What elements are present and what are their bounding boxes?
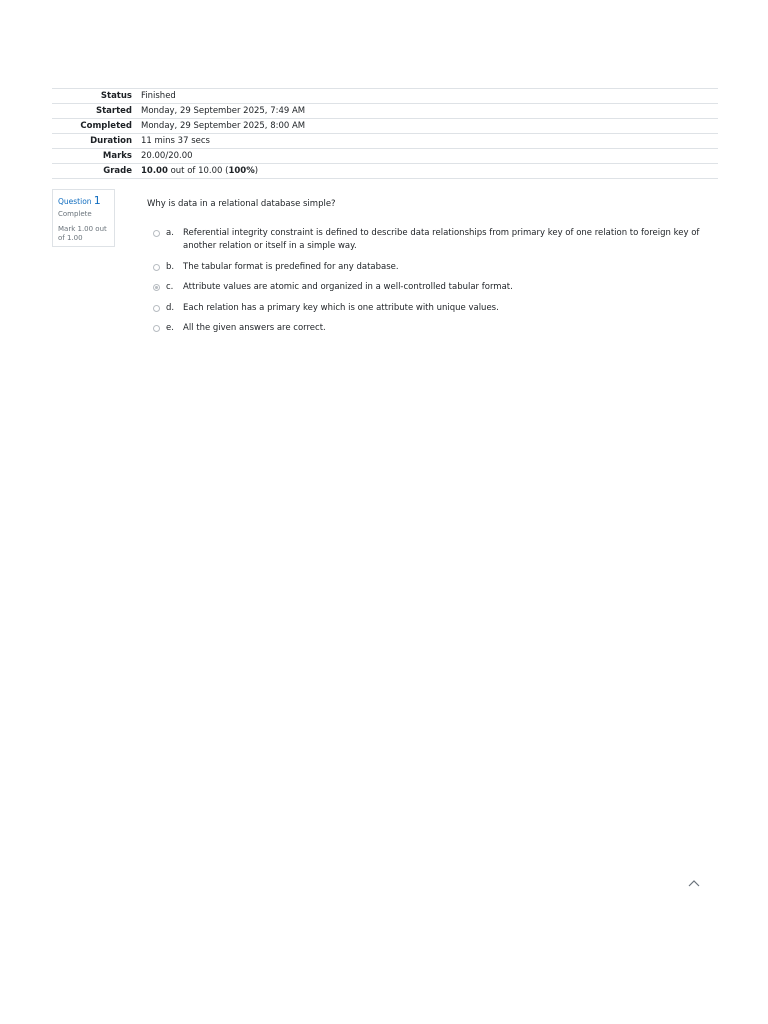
answer-option-c — [153, 281, 713, 294]
summary-label: Marks — [52, 149, 141, 164]
question-state: Complete — [58, 210, 92, 219]
summary-row-marks — [52, 149, 718, 164]
answer-option-e — [153, 322, 713, 335]
summary-value: 20.00/20.00 — [141, 149, 718, 164]
answer-option-d — [153, 302, 713, 315]
answer-option-b — [153, 261, 713, 274]
question-text: Why is data in a relational database simple? — [147, 199, 336, 209]
summary-row-status — [52, 89, 718, 104]
chevron-up-icon — [686, 877, 702, 889]
summary-value: Finished — [141, 89, 718, 104]
back-to-top-button[interactable] — [686, 874, 702, 886]
answer-text: Each relation has a primary key which is one attribute with unique values. — [183, 302, 499, 313]
summary-row-duration — [52, 134, 718, 149]
radio-icon[interactable] — [153, 284, 160, 291]
summary-value — [141, 164, 718, 179]
grade-close: ) — [254, 166, 259, 176]
answer-letter: a. — [166, 228, 174, 238]
summary-row-grade — [52, 164, 718, 179]
radio-icon[interactable] — [153, 305, 160, 312]
answer-text: The tabular format is predefined for any database. — [183, 261, 399, 272]
answer-text: Attribute values are atomic and organized in a well-controlled tabular format. — [183, 282, 513, 292]
grade-out-of: out of 10.00 ( — [167, 166, 229, 176]
answer-option-a — [153, 227, 713, 253]
answer-letter: d. — [166, 302, 175, 313]
summary-value: Monday, 29 September 2025, 8:00 AM — [141, 119, 718, 134]
radio-icon[interactable] — [153, 264, 160, 271]
summary-row-completed — [52, 119, 718, 134]
radio-icon[interactable] — [153, 325, 160, 332]
summary-label: Grade — [52, 164, 141, 179]
radio-icon[interactable] — [153, 230, 160, 237]
question-label: Question — [58, 197, 92, 206]
answer-text: Referential integrity constraint is defined to describe data relationships from primary key of one relation to foreign key of another relation or itself in a simple way. — [183, 228, 700, 251]
grade-percent: 100% — [228, 166, 255, 176]
summary-label: Completed — [52, 119, 141, 134]
grade-value: 10.00 — [141, 166, 168, 176]
summary-label: Duration — [52, 134, 141, 149]
answer-letter: e. — [166, 323, 174, 333]
question-number-value: 1 — [93, 194, 101, 207]
summary-value: Monday, 29 September 2025, 7:49 AM — [141, 104, 718, 119]
question-grade: Mark 1.00 out of 1.00 — [58, 225, 107, 243]
summary-value: 11 mins 37 secs — [141, 134, 718, 149]
summary-label: Started — [52, 104, 141, 119]
question-info-box — [52, 189, 115, 247]
answer-list — [153, 227, 713, 343]
attempt-summary-table — [52, 88, 718, 179]
summary-label: Status — [52, 89, 141, 104]
answer-letter: b. — [166, 261, 175, 272]
answer-letter: c. — [166, 282, 174, 292]
answer-text: All the given answers are correct. — [183, 323, 326, 333]
question-number — [58, 194, 114, 208]
summary-row-started — [52, 104, 718, 119]
